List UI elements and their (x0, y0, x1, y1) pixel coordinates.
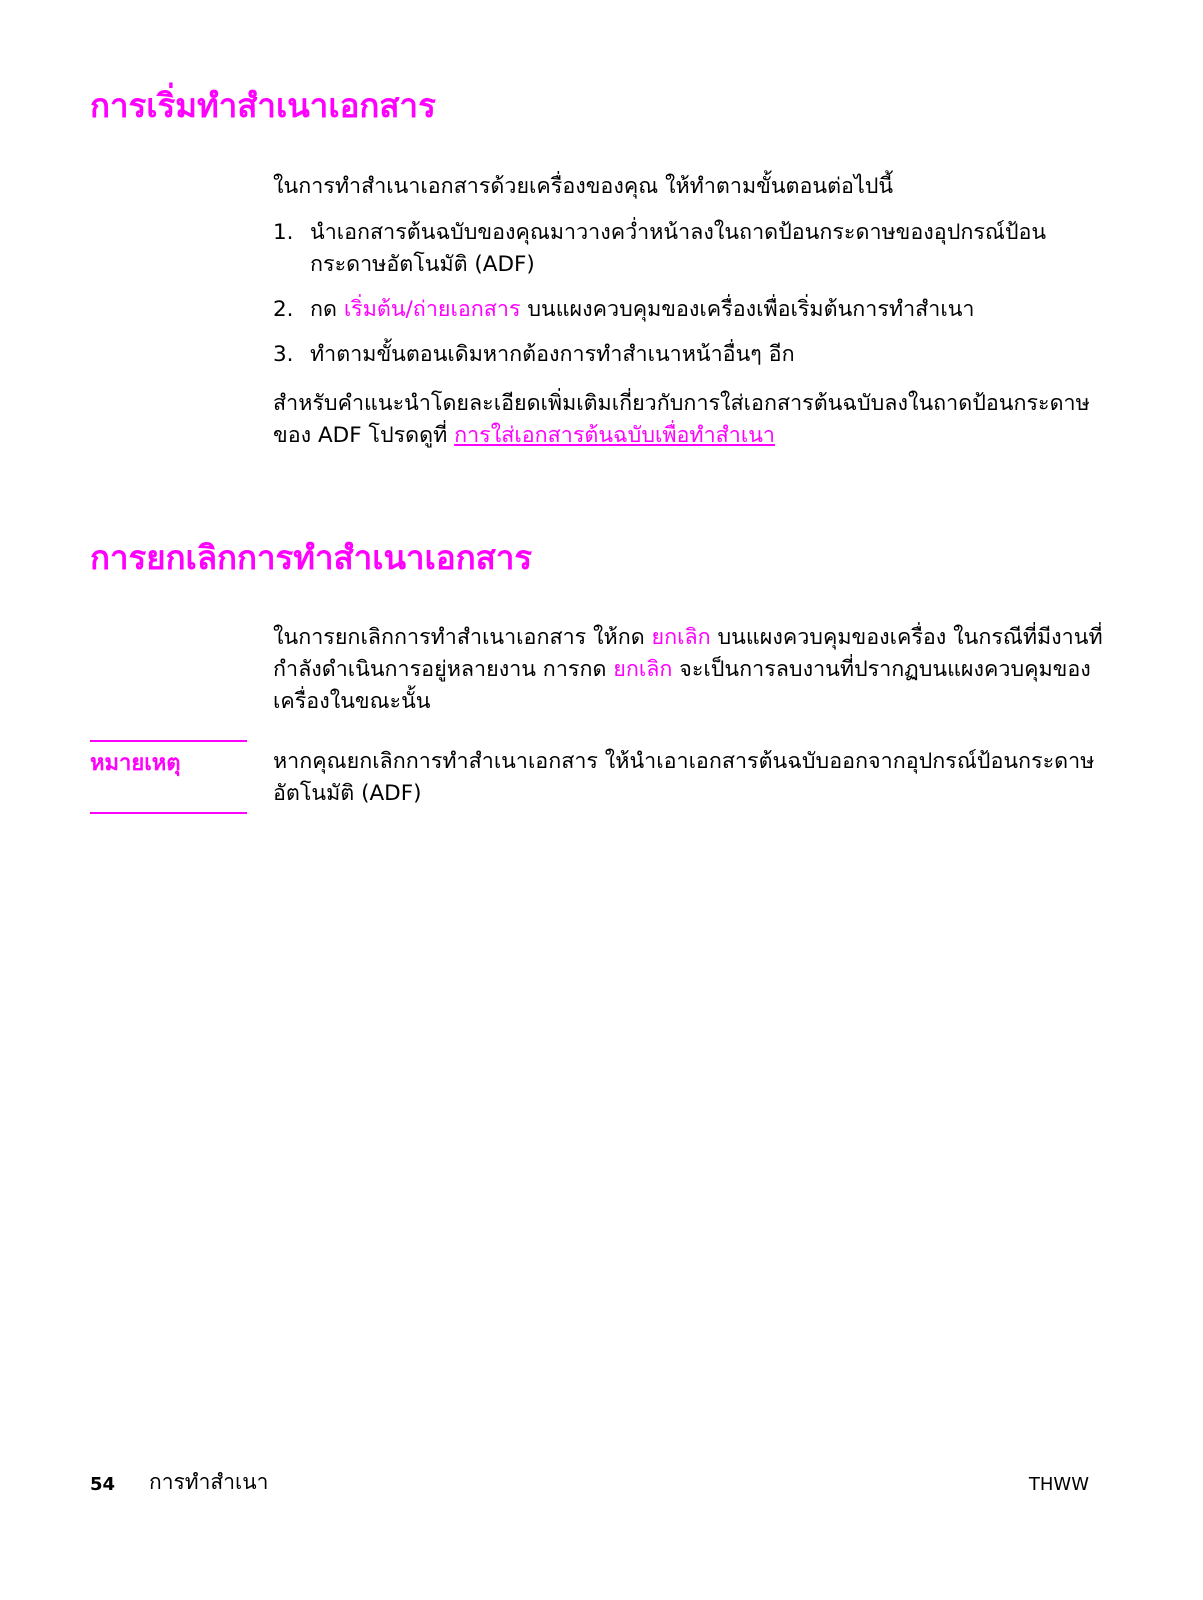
cancel-button-name: ยกเลิก (651, 625, 711, 650)
step-number: 1. (273, 220, 294, 245)
note-bottom-rule (90, 812, 247, 814)
more-info-text: สำหรับคำแนะนำโดยละเอียดเพิ่มเติมเกี่ยวกับการใส่เอกสารต้นฉบับลงในถาดป้อนกระดาษของ ADF โปรดดูที่ (273, 391, 1090, 448)
step-text: ทำตามขั้นตอนเดิมหากต้องการทำสำเนาหน้าอื่นๆ อีก (310, 342, 795, 367)
cancel-text-part3: จะเป็นการลบงานที่ปรากฏบนแผงควบคุมของเครื่องในขณะนั้น (273, 657, 1091, 714)
list-item (273, 294, 1113, 326)
more-info-paragraph (273, 388, 1113, 452)
section-heading-cancel-copy: การยกเลิกการทำสำเนาเอกสาร (90, 538, 533, 577)
list-item (273, 217, 1113, 281)
cancel-text-part1: ในการยกเลิกการทำสำเนาเอกสาร ให้กด (273, 625, 652, 650)
cancel-paragraph (273, 622, 1113, 718)
note-label: หมายเหตุ (90, 751, 181, 776)
list-item (273, 339, 1113, 371)
note-top-rule (90, 740, 247, 742)
cancel-button-name: ยกเลิก (613, 657, 673, 682)
locale-code: THWW (1028, 1474, 1089, 1495)
step-prefix: กด (310, 297, 344, 322)
loading-originals-link[interactable]: การใส่เอกสารต้นฉบับเพื่อทำสำเนา (454, 423, 775, 448)
step-number: 3. (273, 342, 294, 367)
page-number: 54 (90, 1474, 116, 1495)
note-text: หากคุณยกเลิกการทำสำเนาเอกสาร ให้นำเอาเอกสารต้นฉบับออกจากอุปกรณ์ป้อนกระดาษอัตโนมัติ (ADF) (273, 749, 1095, 806)
step-suffix: บนแผงควบคุมของเครื่องเพื่อเริ่มต้นการทำสำเนา (520, 297, 975, 322)
intro-paragraph: ในการทำสำเนาเอกสารด้วยเครื่องของคุณ ให้ทำตามขั้นตอนต่อไปนี้ (273, 174, 894, 199)
section-heading-start-copy: การเริ่มทำสำเนาเอกสาร (90, 86, 436, 125)
chapter-title: การทำสำเนา (149, 1470, 269, 1494)
step-number: 2. (273, 297, 294, 322)
step-text: นำเอกสารต้นฉบับของคุณมาวางคว่ำหน้าลงในถาดป้อนกระดาษของอุปกรณ์ป้อนกระดาษอัตโนมัติ (ADF) (310, 220, 1047, 277)
start-copy-button-name: เริ่มต้น/ถ่ายเอกสาร (343, 297, 521, 322)
steps-list (273, 217, 1113, 384)
cancel-text-part2: บนแผงควบคุมของเครื่อง ในกรณีที่มีงานที่กำลังดำเนินการอยู่หลายงาน การกด (273, 625, 1103, 682)
